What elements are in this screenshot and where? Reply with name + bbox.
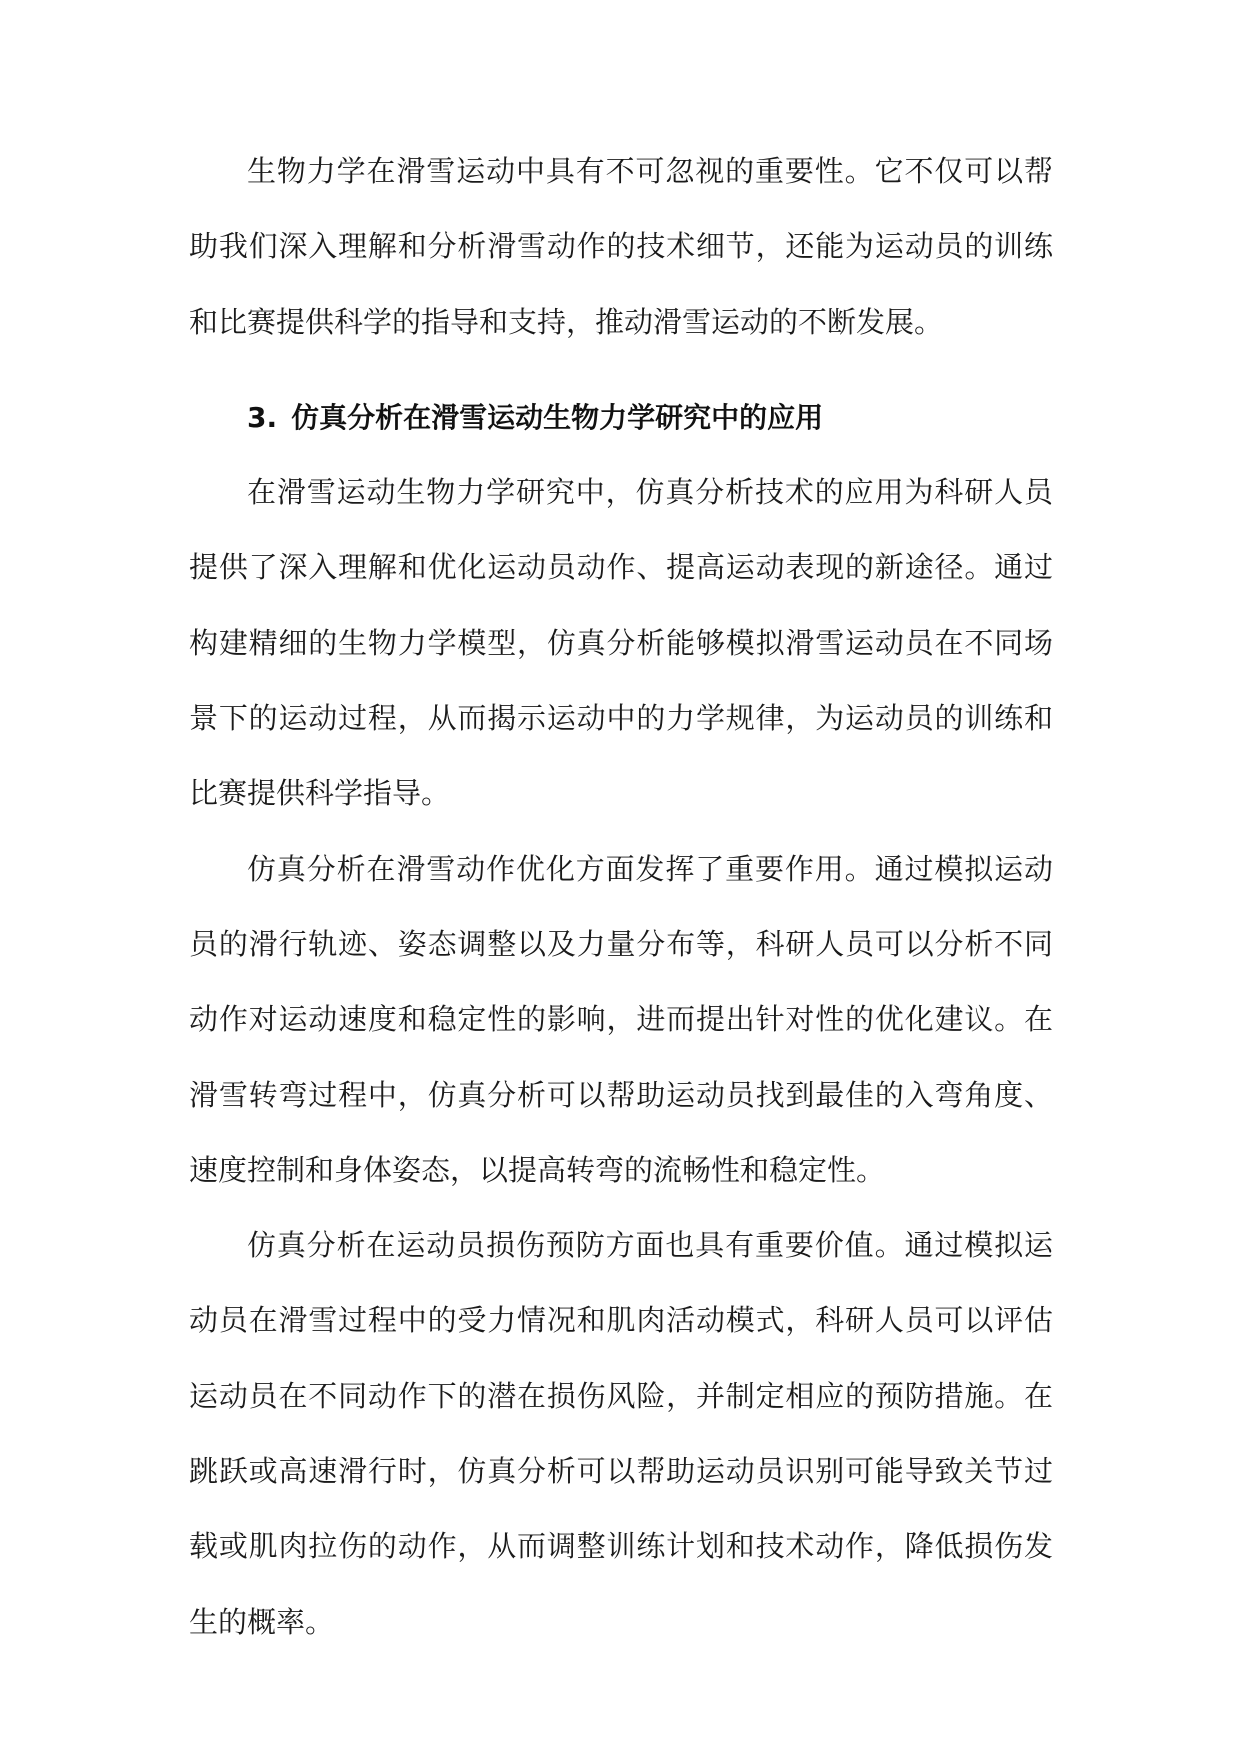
document-body xyxy=(189,134,1053,1660)
paragraph-simulation-intro: 在滑雪运动生物力学研究中，仿真分析技术的应用为科研人员提供了深入理解和优化运动员动作、提高运动表现的新途径。通过构建精细的生物力学模型，仿真分析能够模拟滑雪运动员在不同场景下的运动过程，从而揭示运动中的力学规律，为运动员的训练和比赛提供科学指导。 xyxy=(189,475,1053,811)
section-heading xyxy=(189,360,1053,455)
paragraph-injury-prevention: 仿真分析在运动员损伤预防方面也具有重要价值。通过模拟运动员在滑雪过程中的受力情况和肌肉活动模式，科研人员可以评估运动员在不同动作下的潜在损伤风险，并制定相应的预防措施。在跳跃或高速滑行时，仿真分析可以帮助运动员识别可能导致关节过载或肌肉拉伤的动作，从而调整训练计划和技术动作，降低损伤发生的概率。 xyxy=(189,1228,1053,1639)
section-title: 仿真分析在滑雪运动生物力学研究中的应用 xyxy=(291,400,824,434)
section-number: 3. xyxy=(247,400,278,434)
paragraph-biomechanics-importance: 生物力学在滑雪运动中具有不可忽视的重要性。它不仅可以帮助我们深入理解和分析滑雪动作的技术细节，还能为运动员的训练和比赛提供科学的指导和支持，推动滑雪运动的不断发展。 xyxy=(189,154,1053,339)
paragraph-motion-optimization: 仿真分析在滑雪动作优化方面发挥了重要作用。通过模拟运动员的滑行轨迹、姿态调整以及力量分布等，科研人员可以分析不同动作对运动速度和稳定性的影响，进而提出针对性的优化建议。在滑雪转弯过程中，仿真分析可以帮助运动员找到最佳的入弯角度、速度控制和身体姿态，以提高转弯的流畅性和稳定性。 xyxy=(189,851,1053,1187)
